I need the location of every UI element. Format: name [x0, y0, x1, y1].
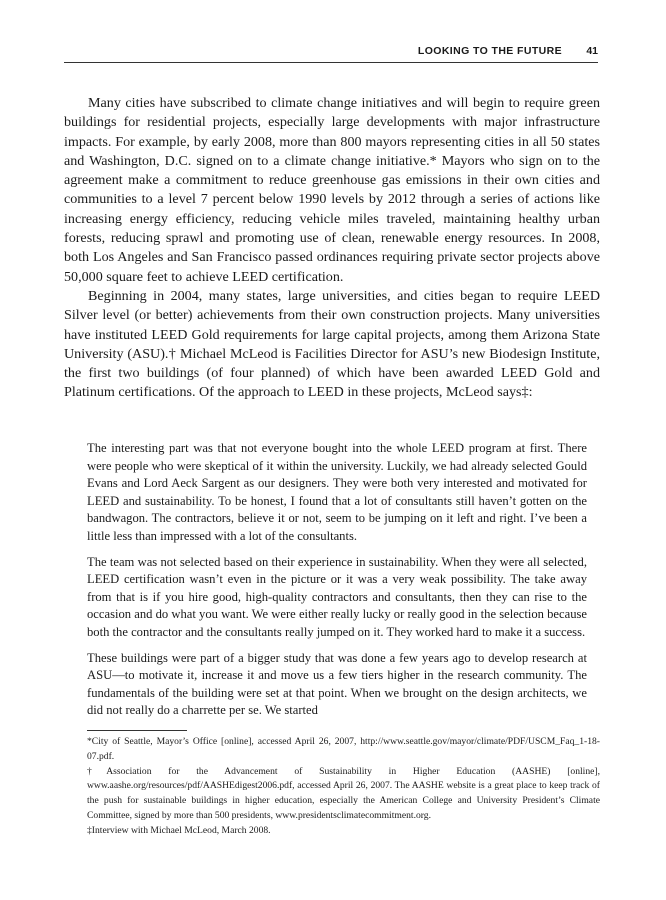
footnote: *City of Seattle, Mayor’s Office [online], accessed April 26, 2007, http://www.seattle.gov/mayor/climate/PDF/USCM_Faq_1-18-07.pdf.	[87, 736, 600, 762]
body-text	[64, 94, 600, 403]
page-header	[64, 45, 598, 63]
footnote: ‡Interview with Michael McLeod, March 2008.	[87, 824, 271, 836]
quote-paragraph: The interesting part was that not everyone bought into the whole LEED program at first. There were people who were skeptical of it within the university. Luckily, we had already selected Gould Evans and Lord Aeck Sargent as our designers. They were both very interested and motivated for LEED and sustainability. To be honest, I found that a lot of consultants still haven’t gotten on the bandwagon. The contractors, believe it or not, seem to be jumping on it left and right. I’ve been a little less than impressed with a lot of the consultants.	[87, 441, 587, 543]
quote-paragraph: These buildings were part of a bigger study that was done a few years ago to develop research at ASU—to motivate it, increase it and move us a few tiers higher in the research community. The fundamentals of the building were set at that point. When we brought on the design architects, we did not really do a charrette per se. We started	[87, 650, 587, 718]
header-rule	[64, 62, 598, 63]
footnote: †Association for the Advancement of Sustainability in Higher Education (AASHE) [online], www.aashe.org/resources/pdf/AASHEdigest2006.pdf, accessed April 26, 2007. The AASHE website is a great place to keep track of the push for sustainable buildings in higher education, especially the American College and University President’s Climate Committee, signed by more than 500 presidents, www.presidentsclimatecommitment.org.	[87, 765, 600, 821]
running-head: LOOKING TO THE FUTURE	[417, 45, 562, 57]
body-paragraph: Beginning in 2004, many states, large universities, and cities began to require LEED Silver level (or better) achievements from their own construction projects. Many universities have instituted LEED Gold requirements for large capital projects, among them Arizona State University (ASU).† Michael McLeod is Facilities Director for ASU’s new Biodesign Institute, the first two buildings (of four planned) of which have been awarded LEED Gold and Platinum certifications. Of the approach to LEED in these projects, McLeod says‡:	[64, 287, 600, 401]
footnote-rule	[87, 730, 187, 731]
body-paragraph: Many cities have subscribed to climate change initiatives and will begin to require green buildings for residential projects, especially large developments with major infrastructure impacts. For example, by early 2008, more than 800 mayors representing cities in all 50 states and Washington, D.C. signed on to a climate change initiative.* Mayors who sign on to the agreement make a commitment to reduce greenhouse gas emissions in their own cities and communities to a level 7 percent below 1990 levels by 2012 through a series of actions like increasing energy efficiency, reducing vehicle miles traveled, maintaining healthy urban forests, reducing sprawl and promoting use of clean, renewable energy resources. In 2008, both Los Angeles and San Francisco passed ordinances requiring private sector projects above 50,000 square feet to achieve LEED certification.	[64, 95, 600, 285]
page-number: 41	[586, 45, 598, 57]
footnotes	[87, 735, 600, 839]
quote-paragraph: The team was not selected based on their experience in sustainability. When they were all selected, LEED certification wasn’t even in the picture or it was a very weak possibility. The take away from that is if you hire good, high-quality contractors and consultants, then they can rise to the occasion and do what you want. We were either really lucky or really good in the selection because both the contractor and the consultants really jumped on it. They worked hard to make it a success.	[87, 554, 587, 639]
block-quote	[87, 440, 587, 728]
